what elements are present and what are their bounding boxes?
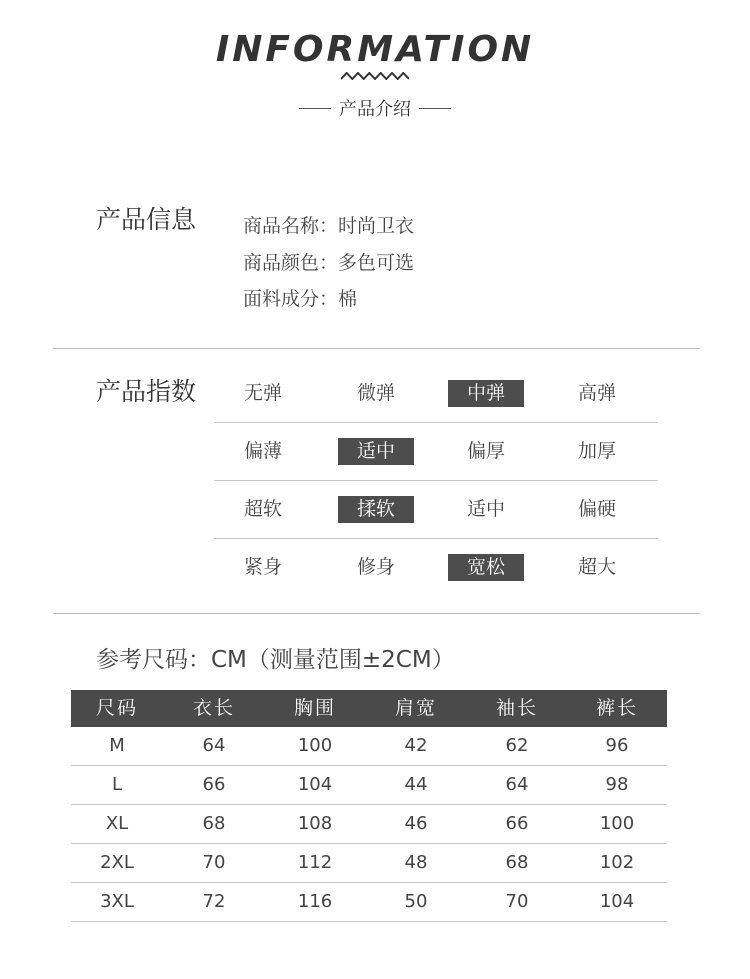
table-cell: 66 bbox=[202, 774, 226, 795]
product-color-line: 商品颜色：多色可选 bbox=[243, 251, 415, 274]
table-cell: 96 bbox=[605, 735, 629, 756]
index-option: 加厚 bbox=[577, 440, 616, 462]
table-row bbox=[71, 805, 667, 844]
table-row bbox=[71, 844, 667, 883]
index-option: 超软 bbox=[243, 498, 282, 520]
index-option-selected: 揉软 bbox=[338, 496, 414, 523]
product-index-grid bbox=[214, 365, 658, 596]
table-cell: 104 bbox=[599, 891, 635, 912]
divider-2 bbox=[53, 613, 700, 614]
table-cell: 50 bbox=[404, 891, 428, 912]
table-cell: 3XL bbox=[100, 891, 134, 912]
index-option: 偏薄 bbox=[243, 440, 282, 462]
index-option: 无弹 bbox=[243, 382, 282, 404]
table-row bbox=[71, 883, 667, 922]
table-cell: 72 bbox=[202, 891, 226, 912]
table-cell: 46 bbox=[404, 813, 428, 834]
table-cell: 48 bbox=[404, 852, 428, 873]
product-name-line: 商品名称：时尚卫衣 bbox=[243, 215, 415, 237]
table-cell: 100 bbox=[599, 813, 635, 834]
index-option: 超大 bbox=[577, 556, 616, 578]
subtitle-text: 产品介绍 bbox=[339, 99, 411, 120]
header-cell-sleeve: 袖长 bbox=[495, 697, 538, 719]
table-cell: 62 bbox=[505, 735, 529, 756]
index-option: 偏硬 bbox=[577, 498, 616, 520]
subtitle-right-dash bbox=[419, 108, 451, 109]
table-cell: 64 bbox=[505, 774, 529, 795]
table-cell: 66 bbox=[505, 813, 529, 834]
table-cell: 70 bbox=[202, 852, 226, 873]
table-cell: 68 bbox=[202, 813, 226, 834]
index-option: 紧身 bbox=[243, 556, 282, 578]
section-subtitle bbox=[0, 95, 750, 121]
size-chart-title: 参考尺码：CM（测量范围±2CM） bbox=[96, 647, 455, 673]
header-cell-shoulder: 肩宽 bbox=[394, 697, 437, 719]
zigzag-ornament bbox=[341, 72, 409, 80]
index-row-fit bbox=[214, 539, 658, 596]
header-cell-length: 衣长 bbox=[192, 697, 235, 719]
index-row-elasticity bbox=[214, 365, 658, 423]
index-option: 高弹 bbox=[577, 382, 616, 404]
table-cell: 108 bbox=[297, 813, 333, 834]
table-cell: XL bbox=[105, 813, 129, 834]
index-option: 微弹 bbox=[356, 382, 395, 404]
table-cell: 42 bbox=[404, 735, 428, 756]
index-row-thickness bbox=[214, 423, 658, 481]
divider-1 bbox=[53, 348, 700, 349]
subtitle-left-dash bbox=[299, 108, 331, 109]
header-cell-pants: 裤长 bbox=[595, 697, 638, 719]
table-cell: 64 bbox=[202, 735, 226, 756]
table-cell: 100 bbox=[297, 735, 333, 756]
table-cell: 104 bbox=[297, 774, 333, 795]
table-cell: 102 bbox=[599, 852, 635, 873]
size-table bbox=[71, 690, 667, 922]
product-info-title: 产品信息 bbox=[96, 205, 197, 234]
index-option-selected: 宽松 bbox=[448, 554, 524, 581]
index-row-softness bbox=[214, 481, 658, 539]
brand-title: INFORMATION bbox=[215, 29, 535, 70]
header-cell-size: 尺码 bbox=[95, 697, 138, 719]
index-option: 修身 bbox=[356, 556, 395, 578]
index-option-selected: 适中 bbox=[338, 438, 414, 465]
index-option: 适中 bbox=[466, 498, 505, 520]
table-cell: 2XL bbox=[100, 852, 134, 873]
table-cell: 116 bbox=[297, 891, 333, 912]
table-cell: 70 bbox=[505, 891, 529, 912]
table-cell: 68 bbox=[505, 852, 529, 873]
index-option: 偏厚 bbox=[466, 440, 505, 462]
header-cell-chest: 胸围 bbox=[293, 697, 336, 719]
table-cell: 98 bbox=[605, 774, 629, 795]
table-row bbox=[71, 727, 667, 766]
table-cell: 44 bbox=[404, 774, 428, 795]
table-row bbox=[71, 766, 667, 805]
table-cell: 112 bbox=[297, 852, 333, 873]
table-cell: M bbox=[109, 735, 125, 756]
index-option-selected: 中弹 bbox=[448, 380, 524, 407]
size-table-header bbox=[71, 690, 667, 727]
product-info-list bbox=[243, 208, 414, 318]
table-cell: L bbox=[111, 774, 123, 795]
product-index-title: 产品指数 bbox=[96, 377, 197, 406]
product-fabric-line: 面料成分：棉 bbox=[243, 288, 358, 310]
